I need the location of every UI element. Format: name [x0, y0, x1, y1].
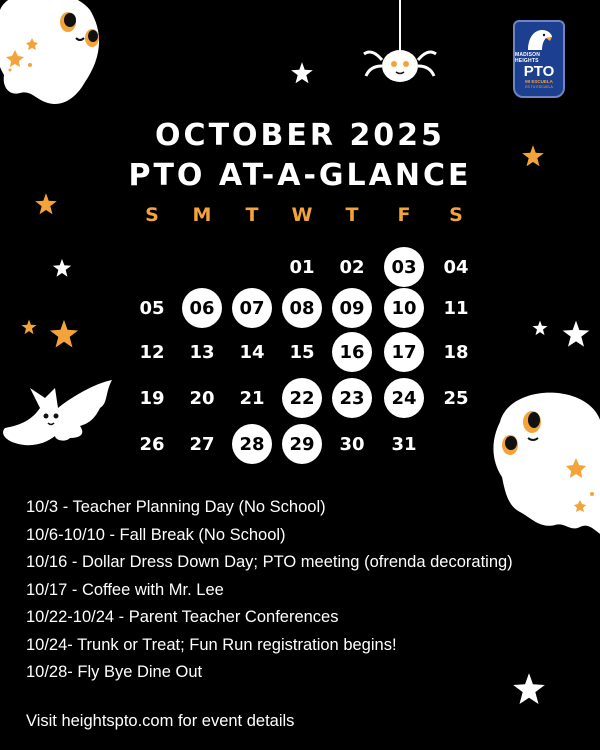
calendar-day: 04	[443, 256, 469, 278]
calendar-day: 12	[139, 341, 165, 363]
calendar-day: 01	[289, 256, 315, 278]
star-icon	[47, 317, 81, 351]
weekday-label: S	[449, 204, 463, 226]
calendar-day-event: 23	[332, 378, 372, 418]
weekday-label: M	[192, 204, 212, 226]
star-icon	[531, 319, 549, 337]
event-item: 10/3 - Teacher Planning Day (No School)	[26, 498, 326, 516]
calendar-day: 25	[443, 387, 469, 409]
weekday-label: W	[291, 204, 313, 226]
eagle-icon	[524, 28, 554, 50]
calendar-day-event: 10	[384, 288, 424, 328]
calendar-day-event: 29	[282, 424, 322, 464]
calendar-day-event: 16	[332, 332, 372, 372]
calendar-day-event: 03	[384, 247, 424, 287]
calendar-day-event: 09	[332, 288, 372, 328]
star-icon	[560, 318, 592, 350]
event-item: 10/16 - Dollar Dress Down Day; PTO meeting (ofrenda decorating)	[26, 553, 513, 571]
calendar-day: 14	[239, 341, 265, 363]
calendar-day-event: 24	[384, 378, 424, 418]
star-icon	[20, 318, 38, 336]
calendar-day: 20	[189, 387, 215, 409]
calendar-day-event: 07	[232, 288, 272, 328]
logo-tagline-2: ES TU ESCUELA	[525, 85, 553, 89]
page-title: OCTOBER 2025	[155, 118, 445, 153]
event-item: 10/28- Fly Bye Dine Out	[26, 663, 203, 681]
calendar-day-event: 17	[384, 332, 424, 372]
footer-text: Visit heightspto.com for event details	[26, 712, 295, 730]
calendar-day: 15	[289, 341, 315, 363]
star-icon	[510, 670, 548, 708]
pto-logo	[513, 20, 565, 98]
weekday-label: S	[145, 204, 159, 226]
logo-pto: PTO	[523, 63, 555, 80]
calendar-day-event: 06	[182, 288, 222, 328]
logo-tagline-1: MI ESCUELA	[525, 79, 553, 84]
star-icon	[51, 257, 73, 279]
star-icon	[31, 191, 61, 217]
calendar-day: 21	[239, 387, 265, 409]
calendar-day: 11	[443, 297, 469, 319]
calendar-day: 27	[189, 433, 215, 455]
logo-school-name: MADISON HEIGHTS	[515, 52, 541, 64]
weekday-label: T	[245, 204, 259, 226]
page-subtitle: PTO AT-A-GLANCE	[128, 158, 472, 193]
event-item: 10/24- Trunk or Treat; Fun Run registration begins!	[26, 635, 397, 654]
star-icon	[289, 60, 315, 86]
star-icon	[518, 143, 548, 169]
calendar-day-event: 08	[282, 288, 322, 328]
calendar-day: 02	[339, 256, 365, 278]
calendar-day-event: 22	[282, 378, 322, 418]
event-item: 10/17 - Coffee with Mr. Lee	[26, 580, 224, 599]
event-list	[26, 494, 513, 687]
spider-icon	[362, 0, 438, 90]
event-item: 10/22-10/24 - Parent Teacher Conferences	[26, 608, 339, 626]
calendar-day: 30	[339, 433, 365, 455]
calendar-day: 18	[443, 341, 469, 363]
ghost-icon	[0, 0, 115, 115]
calendar-day: 19	[139, 387, 165, 409]
weekday-label: T	[345, 204, 359, 226]
calendar-day: 13	[189, 341, 215, 363]
calendar-day-event: 28	[232, 424, 272, 464]
bat-icon	[0, 378, 115, 458]
weekday-label: F	[397, 204, 411, 226]
event-item: 10/6-10/10 - Fall Break (No School)	[26, 525, 286, 544]
calendar-day: 05	[139, 297, 165, 319]
calendar-day: 31	[391, 433, 417, 455]
calendar-day: 26	[139, 433, 165, 455]
